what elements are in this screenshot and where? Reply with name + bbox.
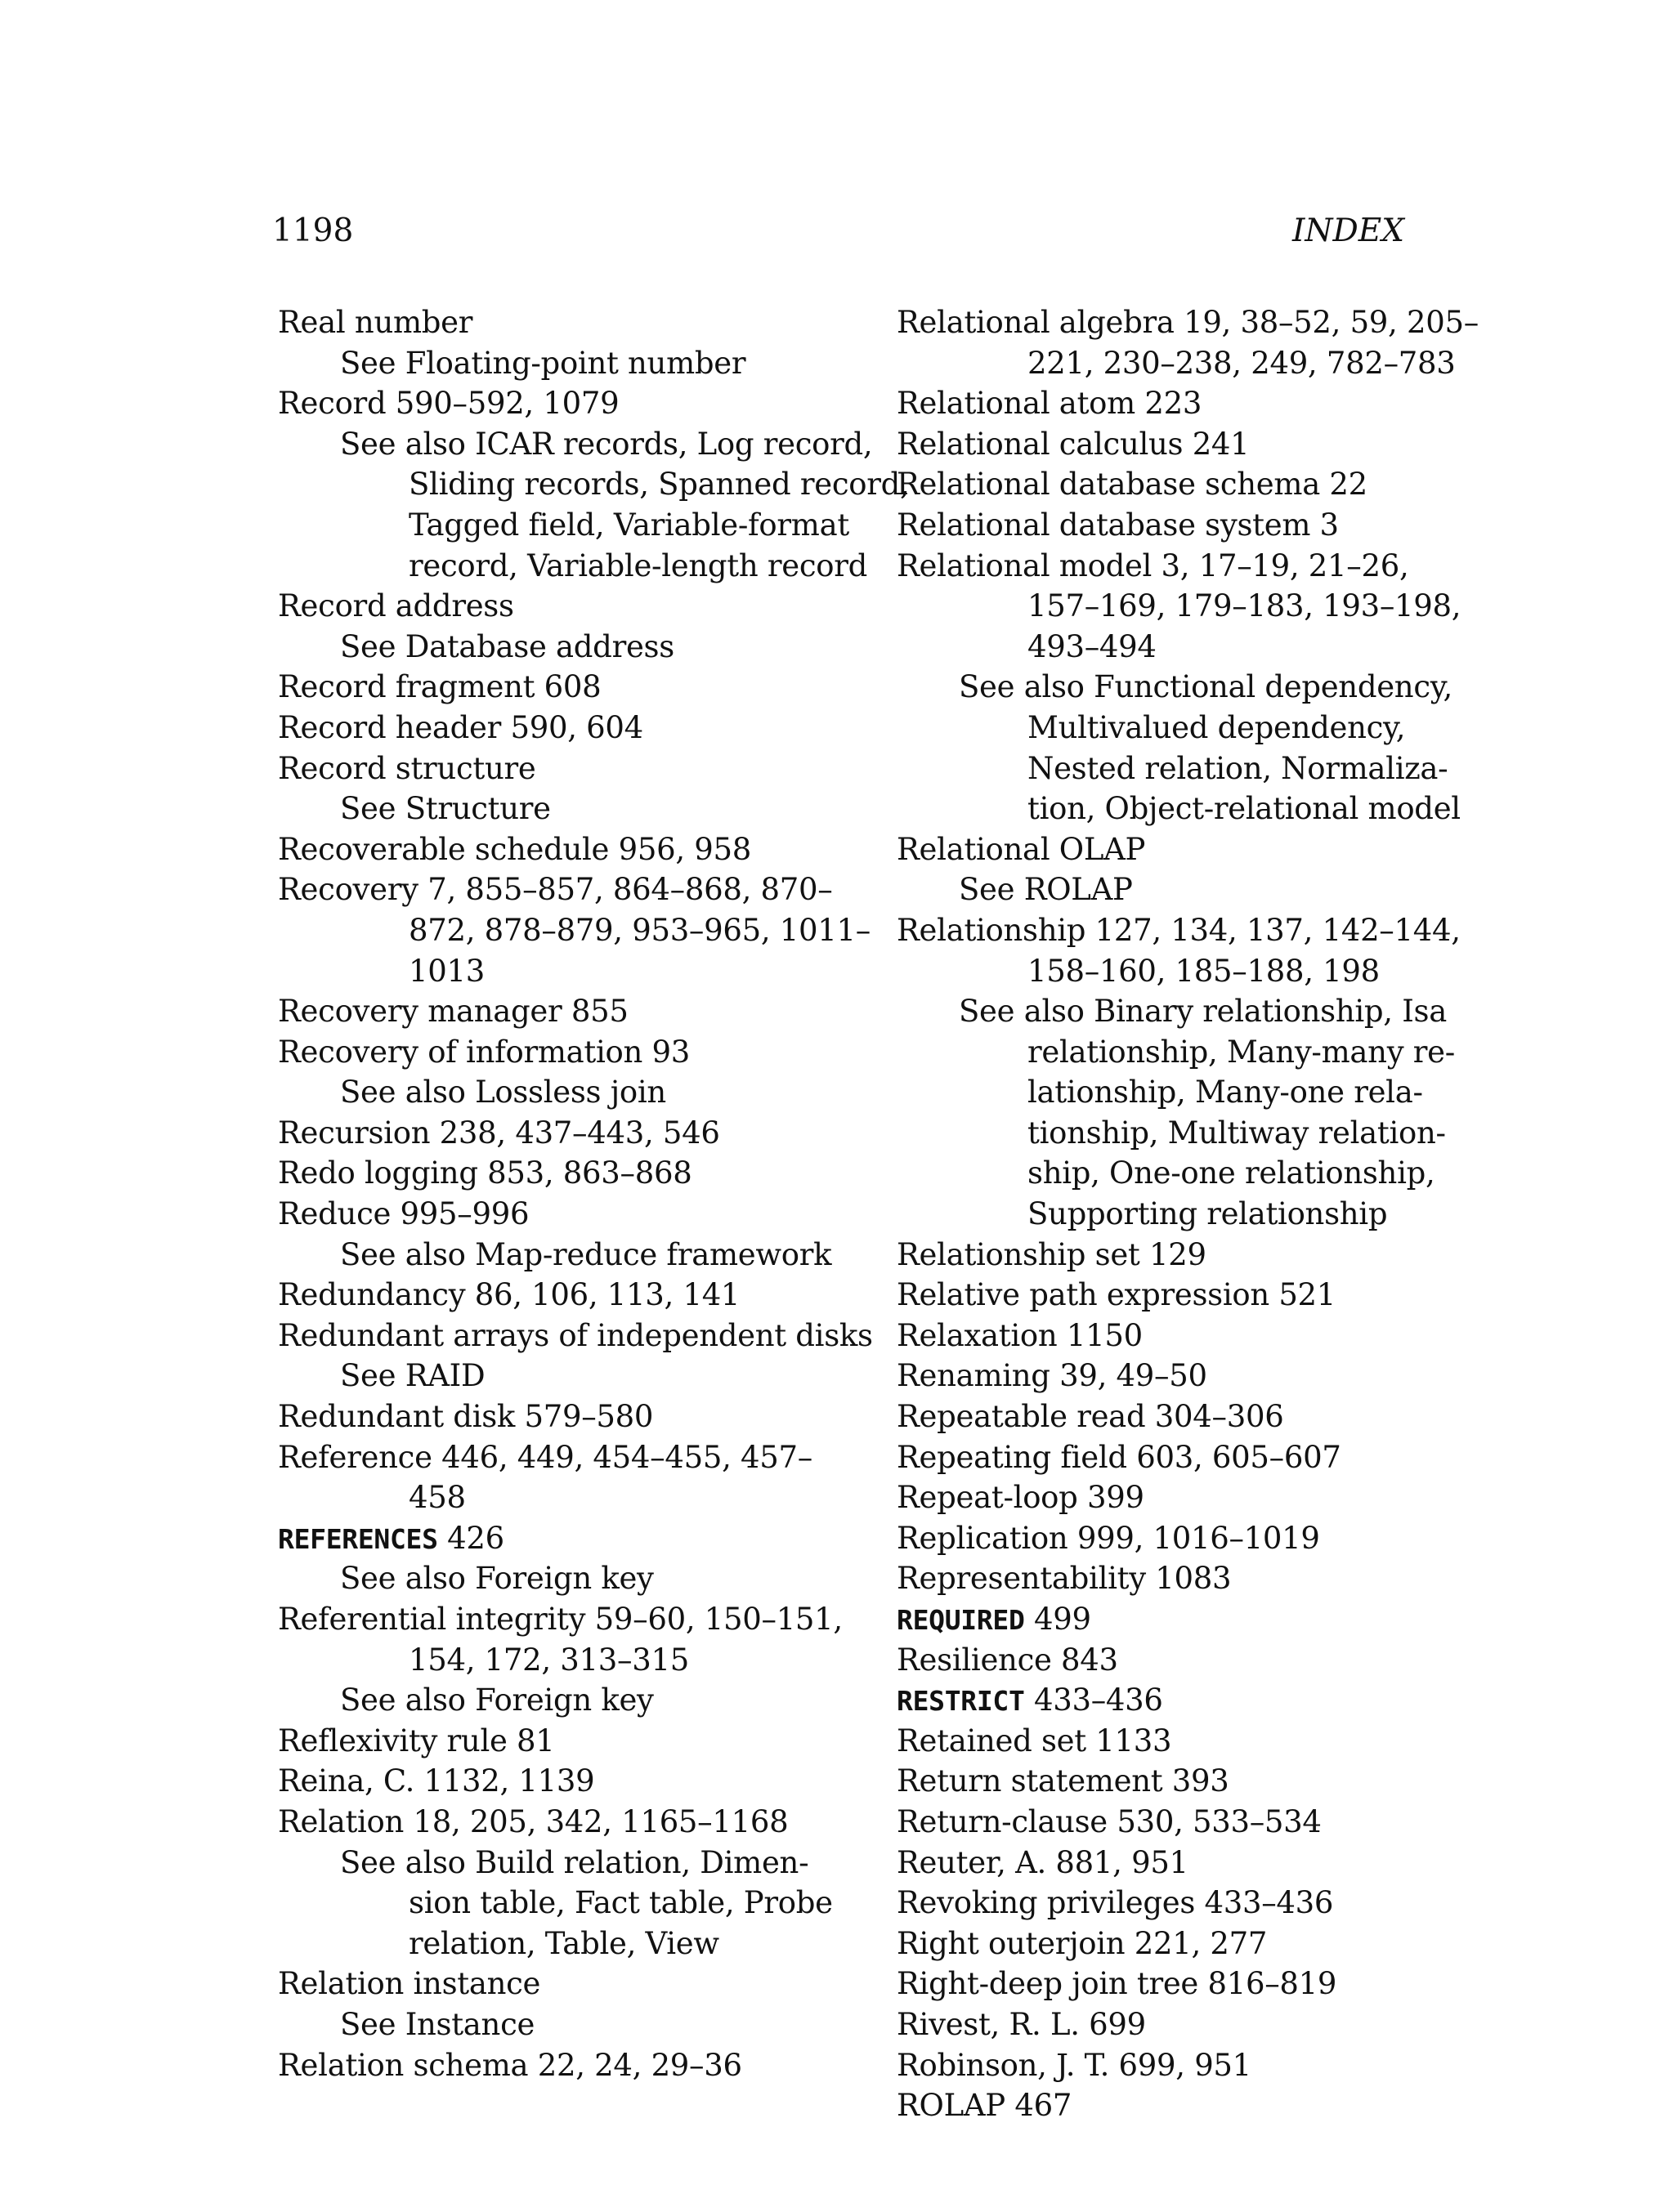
index-column-left <box>278 302 910 2085</box>
index-text: Relation schema 22, 24, 29–36 <box>278 2047 742 2083</box>
index-line <box>897 1477 1461 1518</box>
index-text: Relation instance <box>278 1966 541 2002</box>
index-text: See also ICAR records, Log record, <box>340 426 873 462</box>
index-line <box>897 627 1461 668</box>
index-line <box>897 505 1461 546</box>
index-text: Repeat-loop 399 <box>897 1480 1144 1516</box>
index-line <box>278 708 899 749</box>
index-line <box>897 424 1461 465</box>
index-line <box>278 464 910 505</box>
index-text: Referential integrity 59–60, 150–151, <box>278 1602 843 1637</box>
index-line <box>278 424 899 465</box>
index-line <box>897 1680 1461 1721</box>
index-text: See also Binary relationship, Isa <box>959 994 1447 1030</box>
index-line <box>278 1599 899 1640</box>
index-text: Redundancy 86, 106, 113, 141 <box>278 1277 741 1313</box>
index-line <box>897 1802 1461 1843</box>
index-line <box>897 829 1461 870</box>
index-line <box>897 951 1461 992</box>
index-text: See Floating-point number <box>340 345 746 381</box>
index-line <box>897 1032 1461 1073</box>
index-line <box>897 343 1461 384</box>
index-line <box>897 1437 1461 1478</box>
index-text: Recovery 7, 855–857, 864–868, 870– <box>278 872 833 908</box>
index-line <box>897 1275 1461 1316</box>
index-line <box>897 991 1461 1032</box>
index-text: Representability 1083 <box>897 1561 1232 1597</box>
index-line <box>278 667 899 708</box>
index-line <box>897 1518 1461 1559</box>
index-text: See Database address <box>340 628 674 664</box>
index-text: Redo logging 853, 863–868 <box>278 1155 692 1191</box>
index-line <box>278 505 899 546</box>
index-text: Multivalued dependency, <box>1027 709 1406 745</box>
index-line <box>897 1599 1461 1640</box>
index-line <box>897 2004 1461 2045</box>
index-line <box>897 1964 1461 2004</box>
index-text: See also Map-reduce framework <box>340 1236 832 1272</box>
index-line <box>278 1396 899 1437</box>
index-line <box>278 1721 899 1762</box>
index-text: 458 <box>409 1480 466 1516</box>
index-text: Right outerjoin 221, 277 <box>897 1925 1268 1961</box>
index-text: Record 590–592, 1079 <box>278 386 620 422</box>
index-line <box>897 1761 1461 1802</box>
index-text: Return statement 393 <box>897 1763 1229 1799</box>
index-line <box>897 667 1461 708</box>
index-text: Reference 446, 449, 454–455, 457– <box>278 1439 812 1475</box>
index-line <box>897 586 1461 627</box>
index-line <box>278 1964 899 2004</box>
index-line <box>278 1518 899 1559</box>
index-text: See RAID <box>340 1358 486 1394</box>
index-line <box>897 1072 1461 1113</box>
running-head: INDEX <box>1291 212 1404 249</box>
index-text: tion, Object-relational model <box>1027 791 1461 827</box>
index-text: Repeatable read 304–306 <box>897 1399 1284 1435</box>
index-text: relation, Table, View <box>409 1925 719 1961</box>
index-line <box>897 1924 1461 1964</box>
index-text: Record fragment 608 <box>278 669 602 705</box>
index-line <box>897 1153 1461 1194</box>
index-text: Real number <box>278 305 473 340</box>
index-text: 872, 878–879, 953–965, 1011– <box>409 912 871 948</box>
index-text: See also Lossless join <box>340 1075 666 1110</box>
index-text: 221, 230–238, 249, 782–783 <box>1027 345 1456 381</box>
index-text: Tagged field, Variable-format <box>409 507 849 543</box>
index-text: 157–169, 179–183, 193–198, <box>1027 588 1461 624</box>
index-text: ROLAP 467 <box>897 2088 1072 2124</box>
index-text: Recovery of information 93 <box>278 1034 690 1070</box>
index-line <box>897 749 1461 789</box>
index-line <box>897 2085 1461 2126</box>
index-line <box>897 869 1461 910</box>
index-text: Redundant arrays of independent disks <box>278 1317 873 1353</box>
index-line <box>278 2004 899 2045</box>
index-text: Sliding records, Spanned record, <box>409 467 910 503</box>
index-text: 158–160, 185–188, 198 <box>1027 953 1380 989</box>
index-line <box>897 1558 1461 1599</box>
index-text: Revoking privileges 433–436 <box>897 1885 1334 1921</box>
index-line <box>897 1843 1461 1884</box>
index-line <box>278 1316 899 1356</box>
index-keyword: RESTRICT <box>897 1685 1025 1718</box>
index-line <box>278 1032 899 1073</box>
index-text: See Instance <box>340 2006 535 2042</box>
index-text: See also Functional dependency, <box>959 669 1452 705</box>
index-text: Renaming 39, 49–50 <box>897 1358 1207 1394</box>
index-line <box>278 1113 899 1154</box>
index-line <box>278 1761 899 1802</box>
index-line <box>278 991 899 1032</box>
index-line <box>278 1275 899 1316</box>
index-text: Relational algebra 19, 38–52, 59, 205– <box>897 305 1479 340</box>
index-text: Repeating field 603, 605–607 <box>897 1439 1341 1475</box>
index-line <box>278 1072 899 1113</box>
index-text: Recursion 238, 437–443, 546 <box>278 1115 720 1151</box>
index-text: Right-deep join tree 816–819 <box>897 1966 1337 2002</box>
index-line <box>897 1316 1461 1356</box>
index-line <box>278 1477 899 1518</box>
index-line <box>278 1153 899 1194</box>
index-text: ship, One-one relationship, <box>1027 1155 1435 1191</box>
index-text: Relaxation 1150 <box>897 1317 1143 1353</box>
index-line <box>897 1356 1461 1396</box>
index-text: See also Foreign key <box>340 1561 654 1597</box>
index-line <box>897 1721 1461 1762</box>
index-line <box>897 1194 1461 1235</box>
index-text: 154, 172, 313–315 <box>409 1642 689 1678</box>
index-line <box>897 708 1461 749</box>
index-line <box>278 951 899 992</box>
page-number: 1198 <box>272 212 354 249</box>
index-text: Recoverable schedule 956, 958 <box>278 831 751 867</box>
index-pages: 499 <box>1024 1602 1091 1637</box>
index-line <box>897 1235 1461 1276</box>
index-text: Reflexivity rule 81 <box>278 1723 555 1758</box>
index-keyword: REQUIRED <box>897 1604 1025 1636</box>
index-line <box>278 302 899 343</box>
index-text: Relationship 127, 134, 137, 142–144, <box>897 912 1461 948</box>
index-line <box>278 829 899 870</box>
index-text: Robinson, J. T. 699, 951 <box>897 2047 1251 2083</box>
index-text: Supporting relationship <box>1027 1196 1388 1232</box>
index-text: See also Build relation, Dimen- <box>340 1844 809 1880</box>
index-text: Relational atom 223 <box>897 386 1202 422</box>
index-line <box>278 586 899 627</box>
index-text: tionship, Multiway relation- <box>1027 1115 1446 1151</box>
index-text: relationship, Many-many re- <box>1027 1034 1455 1070</box>
index-line <box>278 910 899 951</box>
index-line <box>897 2045 1461 2086</box>
index-line <box>278 1235 899 1276</box>
index-text: Reduce 995–996 <box>278 1196 530 1232</box>
index-text: Rivest, R. L. 699 <box>897 2006 1146 2042</box>
index-text: Relational database system 3 <box>897 507 1339 543</box>
index-text: Relationship set 129 <box>897 1236 1206 1272</box>
index-text: sion table, Fact table, Probe <box>409 1885 833 1921</box>
index-line <box>278 627 899 668</box>
index-text: Resilience 843 <box>897 1642 1118 1678</box>
index-text: Relational model 3, 17–19, 21–26, <box>897 547 1409 583</box>
index-line <box>897 1883 1461 1924</box>
index-line <box>278 1437 899 1478</box>
index-text: record, Variable-length record <box>409 547 868 583</box>
index-line <box>897 910 1461 951</box>
index-text: Record structure <box>278 750 536 786</box>
index-line <box>897 302 1479 343</box>
index-text: lationship, Many-one rela- <box>1027 1075 1423 1110</box>
index-text: Redundant disk 579–580 <box>278 1399 654 1435</box>
index-line <box>897 1113 1461 1154</box>
index-line <box>278 1680 899 1721</box>
index-line <box>278 2045 899 2086</box>
index-text: Relation 18, 205, 342, 1165–1168 <box>278 1803 789 1839</box>
index-text: Nested relation, Normaliza- <box>1027 750 1448 786</box>
index-line <box>278 383 899 424</box>
index-text: Reina, C. 1132, 1139 <box>278 1763 595 1799</box>
index-text: Relative path expression 521 <box>897 1277 1336 1313</box>
index-text: See also Foreign key <box>340 1682 654 1718</box>
index-line <box>278 1356 899 1396</box>
index-text: 493–494 <box>1027 628 1157 664</box>
index-line <box>278 1843 899 1884</box>
index-text: Record address <box>278 588 514 624</box>
index-column-right <box>897 302 1479 2126</box>
index-line <box>278 1924 899 1964</box>
index-line <box>897 1396 1461 1437</box>
index-text: 1013 <box>409 953 485 989</box>
index-line <box>897 789 1461 829</box>
index-line <box>278 1802 899 1843</box>
index-line <box>278 1194 899 1235</box>
index-text: Record header 590, 604 <box>278 709 643 745</box>
index-pages: 433–436 <box>1024 1682 1163 1718</box>
index-text: Replication 999, 1016–1019 <box>897 1520 1320 1556</box>
index-text: See ROLAP <box>959 872 1133 908</box>
index-text: Relational database schema 22 <box>897 467 1367 503</box>
index-line <box>278 789 899 829</box>
index-keyword: REFERENCES <box>278 1522 438 1555</box>
index-pages: 426 <box>437 1520 504 1556</box>
index-line <box>897 546 1461 587</box>
index-line <box>278 869 899 910</box>
index-line <box>278 1883 899 1924</box>
index-line <box>278 546 899 587</box>
index-line <box>278 343 899 384</box>
index-line <box>897 1640 1461 1681</box>
index-text: Recovery manager 855 <box>278 994 629 1030</box>
index-text: Relational OLAP <box>897 831 1146 867</box>
index-text: Retained set 1133 <box>897 1723 1172 1758</box>
index-text: Reuter, A. 881, 951 <box>897 1844 1188 1880</box>
index-text: Return-clause 530, 533–534 <box>897 1803 1322 1839</box>
index-line <box>897 464 1461 505</box>
index-line <box>278 1558 899 1599</box>
index-text: Relational calculus 241 <box>897 426 1250 462</box>
index-line <box>897 383 1461 424</box>
index-line <box>278 1640 899 1681</box>
index-line <box>278 749 899 789</box>
index-text: See Structure <box>340 791 551 827</box>
